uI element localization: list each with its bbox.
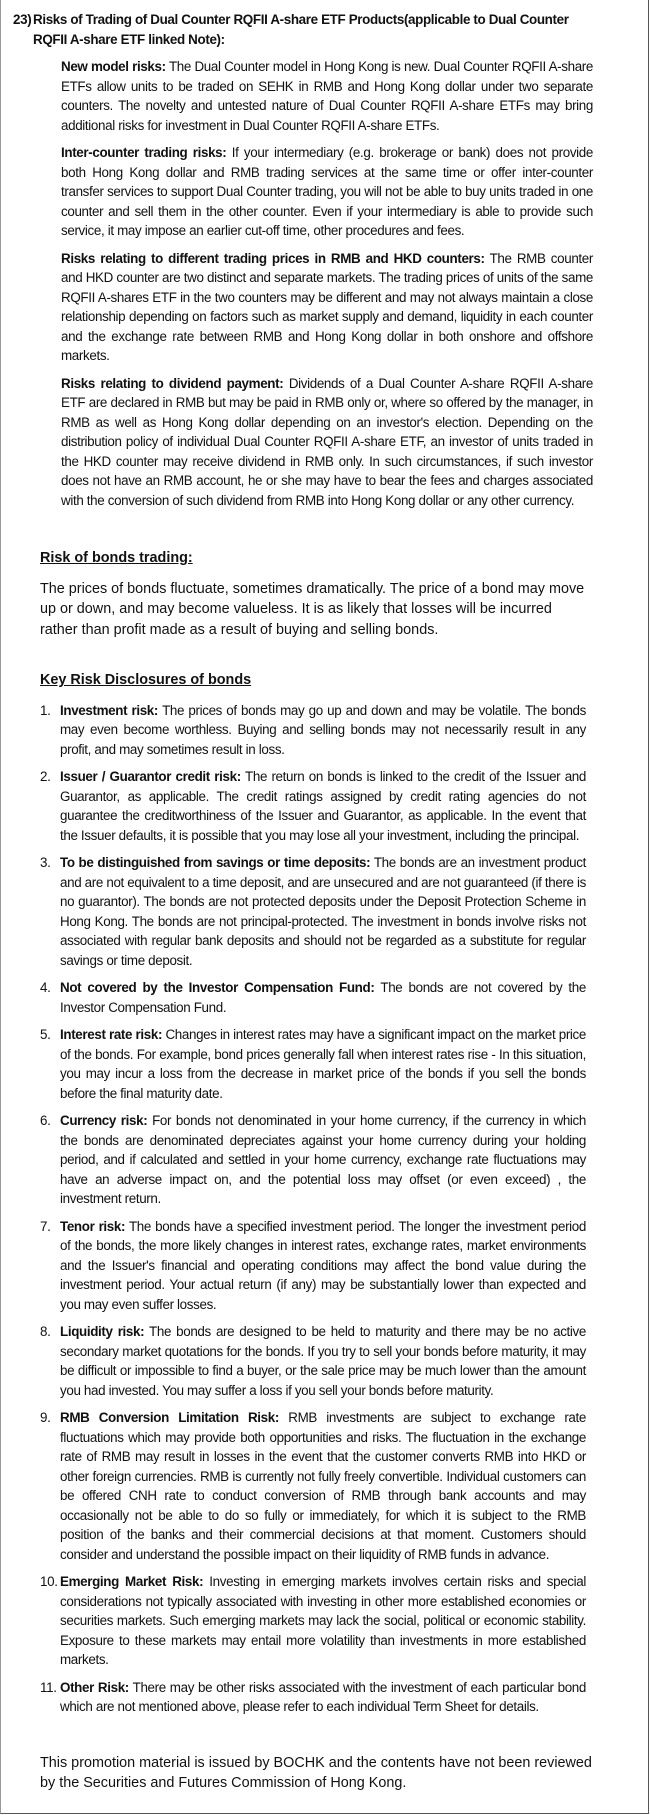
item-heading: Issuer / Guarantor credit risk: — [60, 769, 241, 784]
item-text: There may be other risks associated with the investment of each particular bond which are not mentioned above, please refer to each individual Term Sheet for details. — [60, 1679, 586, 1714]
item-number: 3. — [40, 855, 51, 870]
list-item — [40, 853, 586, 970]
paragraph-heading: New model risks: — [61, 59, 166, 74]
item-heading: To be distinguished from savings or time deposits: — [60, 855, 371, 870]
item-heading: Investment risk: — [60, 702, 159, 718]
item-body — [60, 1678, 586, 1717]
section-23-heading — [13, 10, 593, 49]
paragraph-heading: Inter-counter trading risks: — [61, 145, 227, 160]
paragraph-heading: Risks relating to dividend payment: — [61, 375, 284, 391]
item-heading: Emerging Market Risk: — [60, 1574, 204, 1589]
list-item — [40, 767, 586, 845]
item-body — [60, 1111, 586, 1209]
list-item — [40, 1572, 586, 1670]
key-risk-disclosures-section — [40, 671, 586, 1725]
inter-counter-risks-paragraph — [61, 143, 593, 241]
item-number: 6. — [40, 1113, 51, 1128]
item-body — [60, 767, 586, 845]
dividend-payment-risks-paragraph — [61, 374, 593, 511]
list-item — [40, 1408, 586, 1564]
item-number: 1. — [40, 702, 51, 718]
new-model-risks-paragraph — [61, 57, 593, 135]
paragraph-text: If your intermediary (e.g. brokerage or bank) does not provide both Hong Kong dollar and RMB trading services at the same time or offer inter-counter transfer services to support Dual Counter trading, you will not be able to buy units traded in one counter and sell them in the other counter. Even if your intermediary is able to provide such service, it may impose an earlier cut-off time, other procedures and fees. — [61, 145, 593, 238]
paragraph-text: The RMB counter and HKD counter are two distinct and separate markets. The trading prices of units of the same RQFII A-shares ETF in the two counters may be different and may not always maintain a close relationship depending on factors such as market supply and demand, liquidity in each counter and the exchange rate between RMB and Hong Kong dollar in both onshore and offshore markets. — [61, 250, 593, 363]
item-body — [60, 1572, 586, 1670]
item-text: The prices of bonds may go up and down and may be volatile. The bonds may even become worthless. Buying and selling bonds may not necessarily result in any profit, and may sometimes result in loss. — [60, 702, 587, 757]
item-text: The bonds are designed to be held to maturity and there may be no active secondary market quotations for the bonds. If you try to sell your bonds before maturity, it may be difficult or impossible to find a buyer, or the sale price may be much lower than the amount you had invested. You may suffer a loss if you sell your bonds before maturity. — [60, 1324, 586, 1398]
dual-counter-risk-section — [13, 10, 593, 510]
item-number: 4. — [40, 980, 51, 995]
item-heading: Other Risk: — [60, 1679, 129, 1695]
item-heading: Tenor risk: — [60, 1218, 126, 1234]
list-item — [40, 1111, 586, 1209]
item-text: The bonds are not covered by the Investor Compensation Fund. — [60, 980, 586, 1015]
list-item — [40, 1322, 586, 1400]
list-item — [40, 1025, 586, 1103]
trading-prices-risks-paragraph — [61, 249, 593, 366]
item-body — [60, 1025, 586, 1103]
key-risk-heading: Key Risk Disclosures of bonds — [40, 672, 252, 688]
item-heading: Not covered by the Investor Compensation Fund: — [60, 980, 375, 995]
item-text: RMB investments are subject to exchange rate fluctuations which may provide both opportunities and risks. The fluctuation in the exchange rate of RMB may result in losses in the event that the customer converts RMB into HKD or other foreign currencies. RMB is currently not fully freely convertible. Individual customers can be offered CNH rate to conduct conversion of RMB through bank accounts and may occasionally not be able to do so fully or immediately, for which it is subject to the RMB position of the banks and their commercial decisions at that moment. Customers should consider and understand the possible impact on their liquidity of RMB funds in advance. — [60, 1410, 586, 1562]
item-text: The bonds are an investment product and are not equivalent to a time deposit, and are unsecured and are not guaranteed (if there is no guarantor). The bonds are not protected deposits under the Deposit Protection Scheme in Hong Kong. The bonds are not principal-protected. The investment in bonds involve risks not associated with regular bank deposits and should not be regarded as a substitute for regular savings or time deposit. — [60, 855, 586, 968]
list-item — [40, 1678, 586, 1717]
item-number: 10. — [40, 1574, 58, 1589]
risk-list — [40, 701, 586, 1717]
item-text: Investing in emerging markets involves certain risks and special considerations not typically associated with investing in other more established economies or securities markets. Such emerging markets may lack the social, political or economic stability. Exposure to these markets may entail more volatility than investments in more established markets. — [60, 1574, 586, 1667]
item-number: 2. — [40, 769, 51, 784]
section-23-title-line-2: RQFII A-share ETF linked Note): — [33, 31, 225, 47]
section-number: 23) — [13, 12, 32, 27]
section-23-title-line-1: Risks of Trading of Dual Counter RQFII A-share ETF Products(applicable to Dual Counter — [33, 12, 569, 27]
paragraph-heading: Risks relating to different trading prices in RMB and HKD counters: — [61, 250, 485, 266]
item-heading: Currency risk: — [60, 1113, 148, 1128]
item-number: 9. — [40, 1410, 51, 1425]
item-body — [60, 853, 586, 970]
item-text: For bonds not denominated in your home currency, if the currency in which the bonds are denominated depreciates against your home currency during your holding period, and if calculated and settled in your home currency, exchange rate fluctuations may have an adverse impact on, and the potential loss may offset (or even exceed) , the investment return. — [60, 1113, 586, 1206]
paragraph-text: The Dual Counter model in Hong Kong is new. Dual Counter RQFII A-share ETFs allow units to be traded on SEHK in RMB and Hong Kong dollar under two separate counters. The novelty and untested nature of Dual Counter RQFII A-share ETFs may bring additional risks for investment in Dual Counter RQFII A-share ETFs. — [61, 59, 594, 133]
bonds-trading-text: The prices of bonds fluctuate, sometimes dramatically. The price of a bond may move up or down, and may become valueless. It is as likely that losses will be incurred rather than profit made as a result of buying and selling bonds. — [40, 580, 585, 638]
item-number: 11. — [40, 1679, 57, 1695]
item-body — [60, 978, 586, 1017]
item-number: 7. — [40, 1218, 51, 1234]
promotion-disclaimer: This promotion material is issued by BOCHK and the contents have not been reviewed by the Securities and Futures Commission of Hong Kong. — [40, 1755, 592, 1792]
list-item — [40, 1217, 586, 1315]
section-23-title — [33, 10, 569, 49]
item-body — [60, 1408, 586, 1564]
item-body — [60, 1322, 586, 1400]
item-text: The return on bonds is linked to the credit of the Issuer and Guarantor, as applicable. The credit ratings assigned by credit rating agencies do not guarantee the creditworthiness of the Issuer and Guarantor, as applicable. In the event that the Issuer defaults, it is possible that you may lose all your investment, including the principal. — [60, 769, 586, 843]
bonds-trading-section — [40, 548, 586, 640]
paragraph-text: Dividends of a Dual Counter A-share RQFII A-share ETF are declared in RMB but may be paid in RMB only or, where so offered by the manager, in RMB as well as Hong Kong dollar depending on an investor's election. Depending on the distribution policy of individual Dual Counter RQFII A-share ETF, an investor of units traded in the HKD counter may receive dividend in RMB only. In such circumstances, if such investor does not have an RMB account, he or she may have to bear the fees and charges associated with the conversion of such dividend from RMB into Hong Kong dollar or any other currency. — [61, 375, 593, 508]
item-heading: RMB Conversion Limitation Risk: — [60, 1410, 279, 1425]
bonds-trading-heading: Risk of bonds trading: — [40, 550, 193, 566]
item-heading: Liquidity risk: — [60, 1324, 145, 1339]
list-item — [40, 701, 586, 760]
item-number: 8. — [40, 1324, 51, 1339]
item-number: 5. — [40, 1027, 51, 1042]
item-body — [60, 1217, 586, 1315]
list-item — [40, 978, 586, 1017]
item-heading: Interest rate risk: — [60, 1027, 163, 1042]
item-text: The bonds have a specified investment period. The longer the investment period of the bonds, the more likely changes in interest rates, exchange rates, market environments and the Issuer's financial and operating conditions may affect the bond value during the investment period. Your actual return (if any) may be substantially lower than expected and you may even suffer losses. — [60, 1218, 587, 1312]
item-text: Changes in interest rates may have a significant impact on the market price of the bonds. For example, bond prices generally fall when interest rates rise - In this situation, you may incur a loss from the decrease in market price of the bonds if you sell the bonds before the final maturity date. — [60, 1027, 586, 1101]
item-body — [60, 701, 586, 760]
